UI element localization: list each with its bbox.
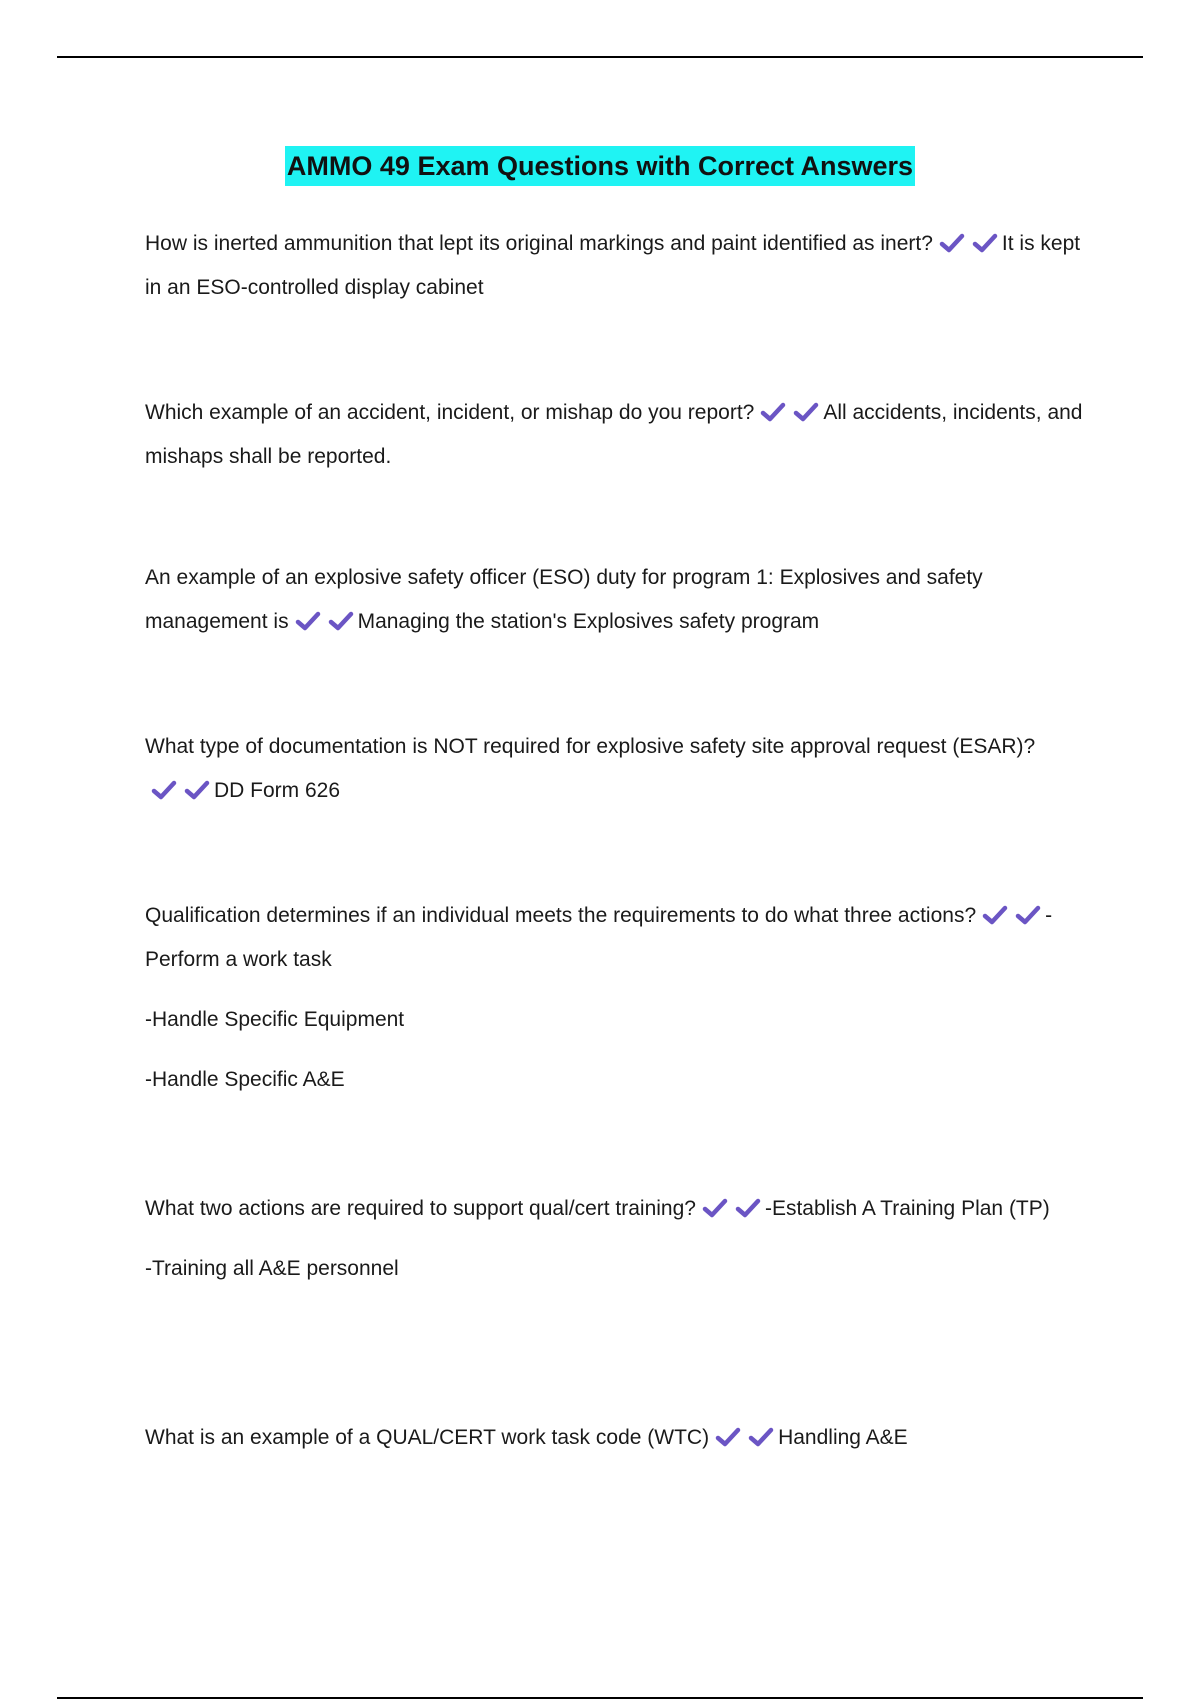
qa-item-6	[145, 1187, 1085, 1291]
answer-marker	[760, 391, 826, 435]
answer-marker	[295, 600, 361, 644]
answer-extra-line: -Training all A&E personnel	[145, 1257, 399, 1280]
question-text: How is inerted ammunition that lept its original markings and paint identified as inert?	[145, 232, 933, 255]
check-icon	[748, 1426, 774, 1448]
question-text: Qualification determines if an individual meets the requirements to do what three actions?	[145, 904, 977, 927]
qa-item-7	[145, 1416, 1085, 1460]
check-icon	[982, 904, 1008, 926]
answer-text: It is kept in an ESO-controlled display cabinet	[145, 232, 1081, 299]
check-icon	[760, 401, 786, 423]
answer-marker	[715, 1416, 781, 1460]
answer-text: -Establish A Training Plan (TP)	[764, 1197, 1050, 1220]
question-text: What two actions are required to support qual/cert training?	[145, 1197, 696, 1220]
answer-marker	[151, 769, 217, 813]
qa-item-1	[145, 222, 1085, 310]
qa-item-4	[145, 725, 1085, 813]
check-icon	[151, 779, 177, 801]
qa-item-3	[145, 556, 1085, 644]
check-icon	[715, 1426, 741, 1448]
check-icon	[972, 232, 998, 254]
check-icon	[939, 232, 965, 254]
answer-text: DD Form 626	[214, 779, 341, 802]
answer-text: All accidents, incidents, and mishaps shall be reported.	[145, 401, 1083, 468]
question-text: What type of documentation is NOT required for explosive safety site approval request (ESAR)?	[145, 735, 1036, 758]
answer-text: Handling A&E	[778, 1426, 908, 1449]
top-rule	[57, 56, 1143, 58]
bottom-rule	[57, 1697, 1143, 1699]
answer-text: -Perform a work task	[145, 904, 1053, 971]
check-icon	[328, 610, 354, 632]
question-text: What is an example of a QUAL/CERT work task code (WTC)	[145, 1426, 710, 1449]
answer-marker	[939, 222, 1005, 266]
title-container	[0, 146, 1200, 186]
check-icon	[735, 1197, 761, 1219]
check-icon	[1015, 904, 1041, 926]
answer-text: Managing the station's Explosives safety program	[357, 610, 820, 633]
question-text: An example of an explosive safety officer (ESO) duty for program 1: Explosives and safety management is	[145, 566, 983, 633]
check-icon	[793, 401, 819, 423]
page-title: AMMO 49 Exam Questions with Correct Answers	[285, 146, 915, 186]
answer-extra-line: -Handle Specific A&E	[145, 1068, 345, 1091]
answer-marker	[982, 894, 1048, 938]
check-icon	[702, 1197, 728, 1219]
answer-marker	[702, 1187, 768, 1231]
answer-extra-line: -Handle Specific Equipment	[145, 1008, 405, 1031]
qa-item-2	[145, 391, 1085, 479]
check-icon	[184, 779, 210, 801]
check-icon	[295, 610, 321, 632]
qa-item-5	[145, 894, 1085, 1102]
question-text: Which example of an accident, incident, or mishap do you report?	[145, 401, 755, 424]
